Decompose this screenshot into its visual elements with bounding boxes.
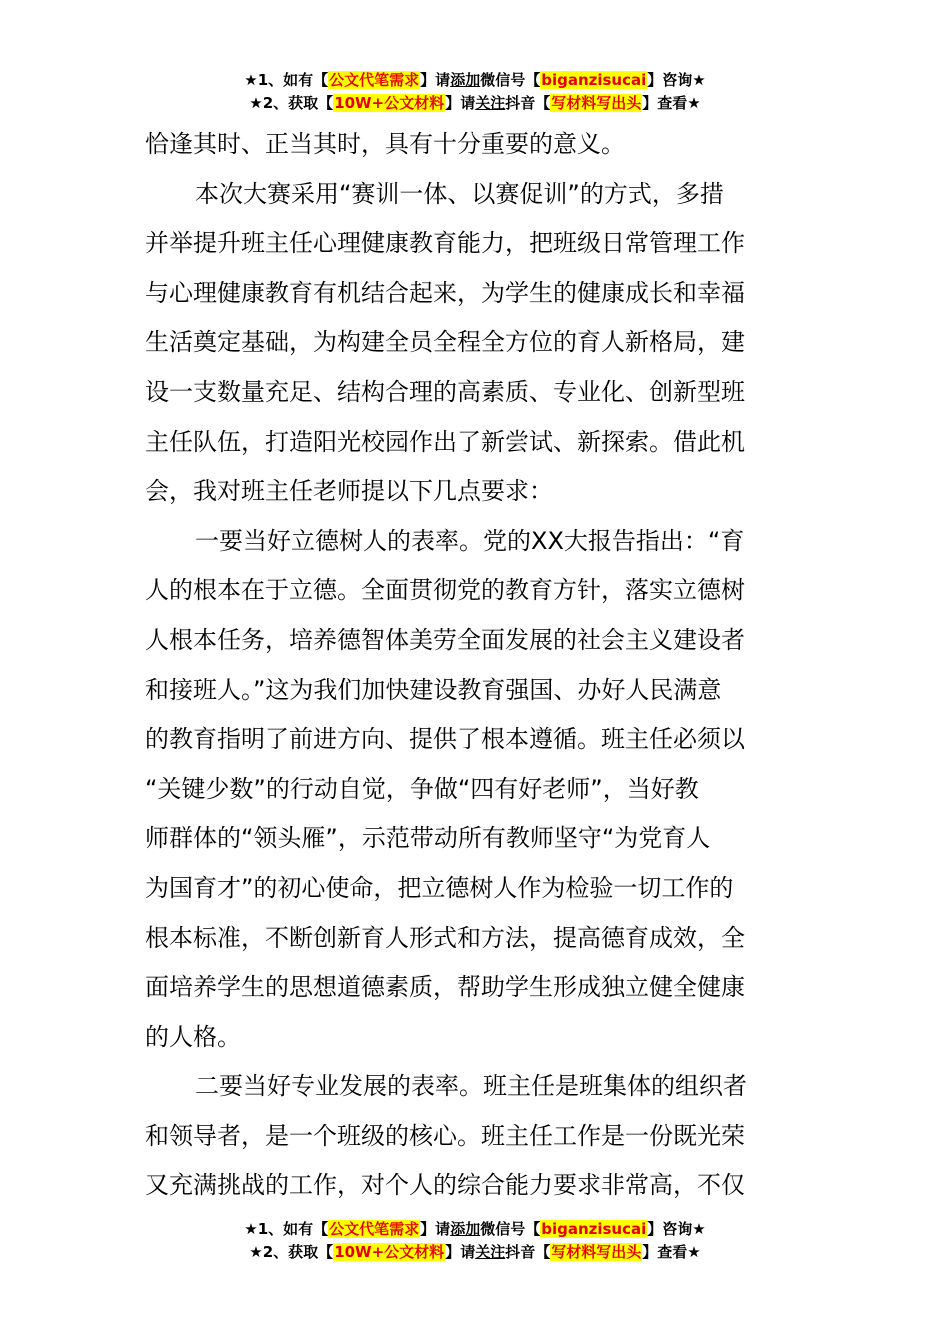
paragraph-start-line: 一要当好立德树人的表率。党的XX大报告指出：“育: [195, 526, 745, 555]
text-line: 主任队伍，打造阳光校园作出了新尝试、新探索。借此机: [145, 427, 745, 456]
text-line: 会，我对班主任老师提以下几点要求：: [145, 477, 553, 506]
promo-account: 写材料写出头: [551, 1243, 642, 1261]
text-line: 为国育才”的初心使命，把立德树人作为检验一切工作的: [145, 873, 734, 902]
footer-promo-banner: [0, 1218, 950, 1264]
text-line: 面培养学生的思想道德素质，帮助学生形成独立健全健康: [145, 973, 745, 1002]
paragraph-start-line: 本次大赛采用“赛训一体、以赛促训”的方式，多措: [195, 179, 724, 208]
text-line: 并举提升班主任心理健康教育能力，把班级日常管理工作: [145, 229, 745, 258]
text-line: 和接班人。”这为我们加快建设教育强国、办好人民满意: [145, 675, 722, 704]
text-line: 恰逢其时、正当其时，具有十分重要的意义。: [145, 130, 625, 158]
paragraph-start-line: 二要当好专业发展的表率。班主任是班集体的组织者: [195, 1072, 747, 1101]
text-line: 的教育指明了前进方向、提供了根本遵循。班主任必须以: [145, 725, 745, 754]
promo-account: 写材料写出头: [551, 94, 642, 112]
text-line: 与心理健康教育有机结合起来，为学生的健康成长和幸福: [145, 278, 745, 307]
promo-wechat-id: biganzisucai: [541, 71, 647, 89]
text-line: 生活奠定基础，为构建全员全程全方位的育人新格局，建: [145, 328, 745, 357]
promo-line-2: ★2、获取【10W+公文材料】请关注抖音【写材料写出头】查看★: [249, 94, 701, 112]
text-line: 人的根本在于立德。全面贯彻党的教育方针，落实立德树: [145, 576, 745, 605]
text-line: 又充满挑战的工作，对个人的综合能力要求非常高，不仅: [145, 1171, 745, 1200]
text-line: 和领导者，是一个班级的核心。班主任工作是一份既光荣: [145, 1121, 745, 1150]
promo-highlight: 10W+公文材料: [334, 94, 445, 112]
text-line: 设一支数量充足、结构合理的高素质、专业化、创新型班: [145, 377, 745, 406]
promo-line-2: ★2、获取【10W+公文材料】请关注抖音【写材料写出头】查看★: [249, 1243, 701, 1261]
promo-line-1: ★1、如有【公文代笔需求】请添加微信号【biganzisucai】咨询★: [244, 71, 706, 89]
promo-wechat-id: biganzisucai: [541, 1220, 647, 1238]
header-promo-banner: [0, 69, 950, 115]
document-body: [145, 120, 807, 1211]
promo-highlight: 10W+公文材料: [334, 1243, 445, 1261]
text-line: 的人格。: [145, 1022, 241, 1051]
text-line: 根本标准，不断创新育人形式和方法，提高德育成效，全: [145, 923, 745, 952]
text-line: 师群体的“领头雁”，示范带动所有教师坚守“为党育人: [145, 824, 711, 853]
promo-highlight: 公文代笔需求: [329, 1220, 420, 1238]
promo-highlight: 公文代笔需求: [329, 71, 420, 89]
text-line: “关键少数”的行动自觉，争做“四有好老师”，当好教: [145, 774, 699, 803]
text-line: 人根本任务，培养德智体美劳全面发展的社会主义建设者: [145, 625, 745, 654]
promo-line-1: ★1、如有【公文代笔需求】请添加微信号【biganzisucai】咨询★: [244, 1220, 706, 1238]
